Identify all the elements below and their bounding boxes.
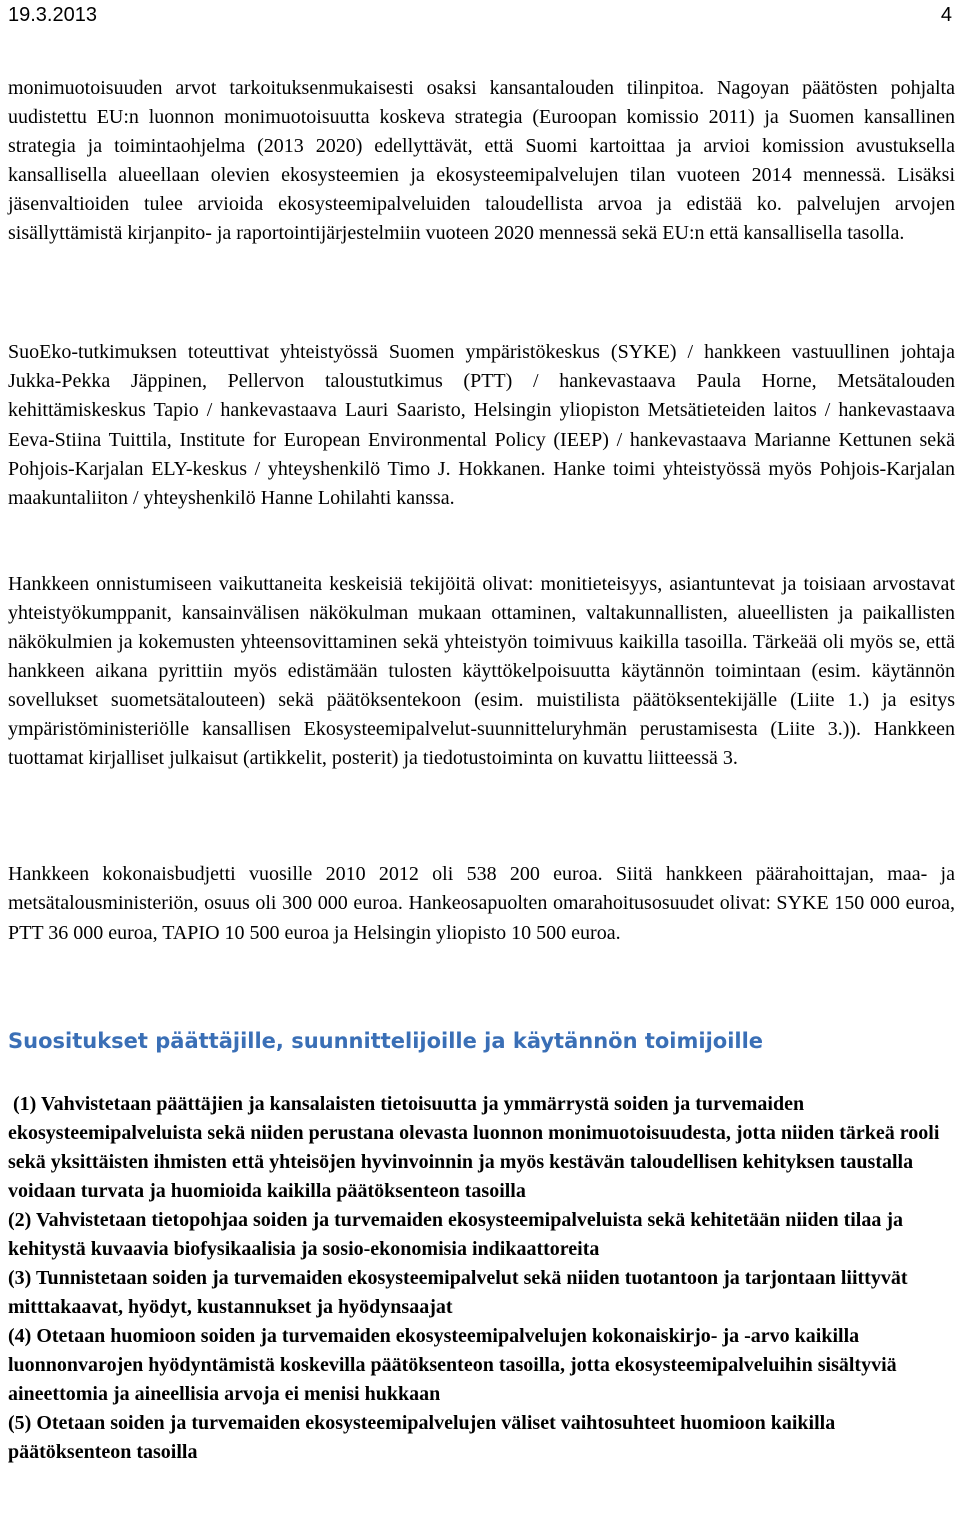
recommendation-2: (2) Vahvistetaan tietopohjaa soiden ja turvemaiden ekosysteemipalveluista sekä kehitetään niiden tilaa ja kehitystä kuvaavia biofysikaalisia ja sosio-ekonomisia indikaattoreita <box>8 1209 904 1260</box>
recommendations-list <box>8 1090 955 1467</box>
recommendation-3: (3) Tunnistetaan soiden ja turvemaiden ekosysteemipalvelut sekä niiden tuotantoon ja tarjontaan liittyvät mitttakaavat, hyödyt, kustannukset ja hyödynsaajat <box>8 1267 908 1318</box>
header-date: 19.3.2013 <box>8 4 97 26</box>
paragraph-budget: Hankkeen kokonaisbudjetti vuosille 2010 2012 oli 538 200 euroa. Siitä hankkeen päärahoittajan, maa- ja metsätalousministeriön, osuus oli 300 000 euroa. Hankeosapuolten omarahoitusosuudet olivat: SYKE 150 000 euroa, PTT 36 000 euroa, TAPIO 10 500 euroa ja Helsingin yliopisto 10 500 euroa. <box>8 863 955 944</box>
recommendation-5: (5) Otetaan soiden ja turvemaiden ekosysteemipalvelujen väliset vaihtosuhteet huomioon kaikilla päätöksenteon tasoilla <box>8 1412 836 1463</box>
paragraph-strategy: monimuotoisuuden arvot tarkoituksenmukaisesti osaksi kansantalouden tilinpitoa. Nagoyan päätösten pohjalta uudistettu EU:n luonnon monimuotoisuutta koskeva strategia (Euroopan komissio 2011) ja Suomen kansallinen strategia ja toimintaohjelma (2013 2020) edellyttävät, että Suomi kartoittaa ja arvioi komission avustuksella kansallisella alueellaan olevien ekosysteemien ja ekosysteemipalvelujen tilan vuoteen 2014 mennessä. Lisäksi jäsenvaltioiden tulee arvioida ekosysteemipalveluiden taloudellista arvoa ja edistää ko. palvelujen arvojen sisällyttämistä kirjanpito- ja raportointijärjestelmiin vuoteen 2020 mennessä sekä EU:n että kansallisella tasolla. <box>8 77 955 244</box>
recommendation-1: (1) Vahvistetaan päättäjien ja kansalaisten tietoisuutta ja ymmärrystä soiden ja turvemaiden ekosysteemipalveluista sekä niiden perustana olevasta luonnon monimuotoisuudesta, jotta niiden tärkeä rooli sekä yksittäisten ihmisten että yhteisöjen hyvinvoinnin ja myös kestävän taloudellisen kehityksen taustalla voidaan turvata ja huomioida kaikilla päätöksenteon tasoilla <box>8 1093 945 1202</box>
recommendation-4: (4) Otetaan huomioon soiden ja turvemaiden ekosysteemipalvelujen kokonaiskirjo- ja -arvo kaikilla luonnonvarojen hyödyntämistä koskevilla päätöksenteon tasoilla, jotta ekosysteemipalveluihin sisältyviä aineettomia ja aineellisia arvoja ei menisi hukkaan <box>8 1325 897 1405</box>
page-header <box>8 0 958 30</box>
page-number: 4 <box>940 4 952 26</box>
section-heading-recommendations: Suositukset päättäjille, suunnittelijoille ja käytännön toimijoille <box>8 1029 764 1053</box>
paragraph-project-team: SuoEko-tutkimuksen toteuttivat yhteistyössä Suomen ympäristökeskus (SYKE) / hankkeen vastuullinen johtaja Jukka-Pekka Jäppinen, Pellervon taloustutkimus (PTT) / hankevastaava Paula Horne, Metsätalouden kehittämiskeskus Tapio / hankevastaava Lauri Saaristo, Helsingin yliopiston Metsätieteiden laitos / hankevastaava Eeva-Stiina Tuittila, Institute for European Environmental Policy (IEEP) / hankevastaava Marianne Kettunen sekä Pohjois-Karjalan ELY-keskus / yhteyshenkilö Timo J. Hokkanen. Hanke toimi yhteistyössä myös Pohjois-Karjalan maakuntaliiton / yhteyshenkilö Hanne Lohilahti kanssa. <box>8 341 955 510</box>
paragraph-success-factors: Hankkeen onnistumiseen vaikuttaneita keskeisiä tekijöitä olivat: monitieteisyys, asiantuntevat ja toisiaan arvostavat yhteistyökumppanit, kansainvälisen näkökulman mukaan ottaminen, valtakunnallisten, alueellisten ja paikallisten näkökulmien ja kokemusten yhteensovittaminen sekä yhteistyön toimivuus kaikilla tasoilla. Tärkeää oli myös se, että hankkeen aikana pyrittiin myös edistämään tulosten käyttökelpoisuutta käytännön toimintaan (esim. käytännön sovellukset suometsätalouteen) sekä päätöksentekoon (esim. muistilista päätöksentekijälle (Liite 1.) ja esitys ympäristöministeriölle kansallisen Ekosysteemipalvelut-suunnitteluryhmän perustamisesta (Liite 3.)). Hankkeen tuottamat kirjalliset julkaisut (artikkelit, posterit) ja tiedotustoiminta on kuvattu liitteessä 3. <box>8 573 955 769</box>
